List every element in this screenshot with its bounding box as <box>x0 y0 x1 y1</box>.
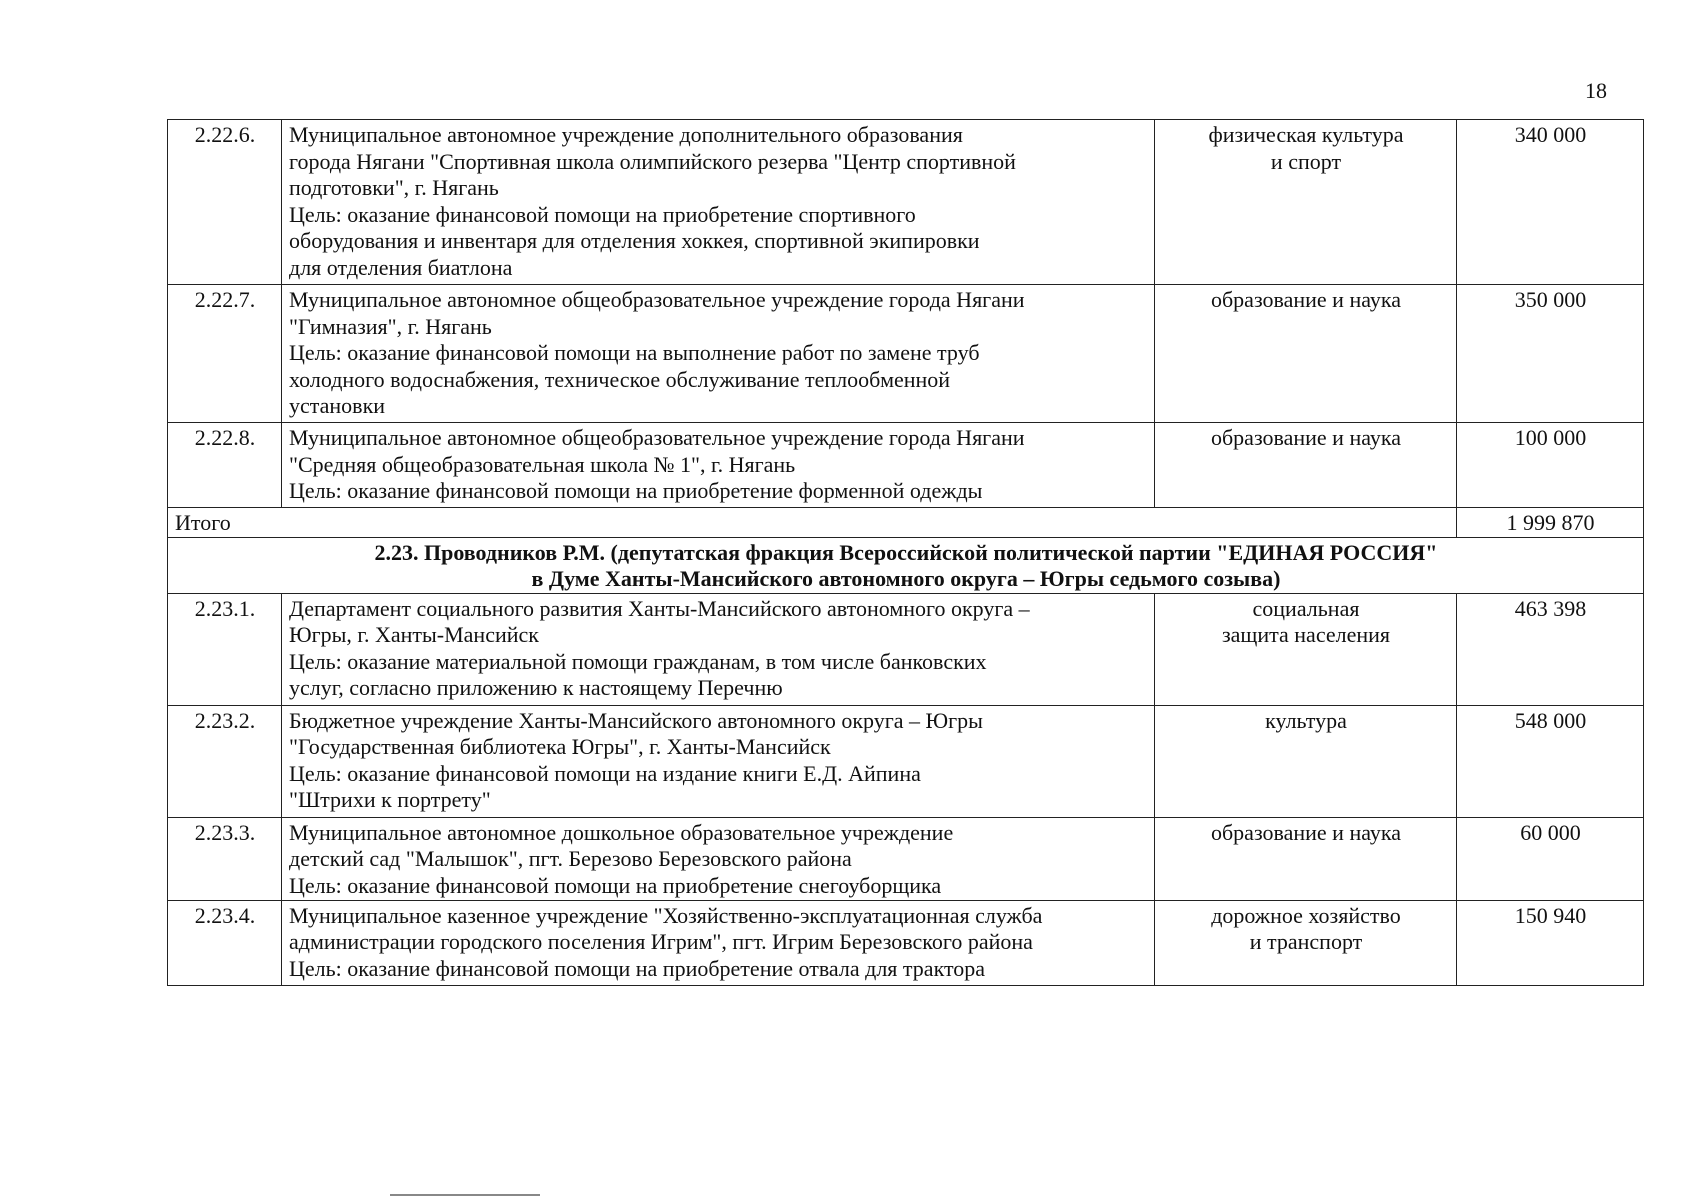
area-line: дорожное хозяйство <box>1211 902 1401 928</box>
area-line: защита населения <box>1221 622 1391 647</box>
row-number: 2.22.8. <box>168 423 282 508</box>
total-label: Итого <box>168 508 1457 538</box>
table-total-section <box>168 508 1644 594</box>
description-line: подготовки", г. Нягань <box>289 175 499 200</box>
page-number: 18 <box>1585 78 1607 103</box>
table-body-section-2-23 <box>168 593 1644 985</box>
row-sum: 548 000 <box>1457 705 1644 817</box>
row-sum: 340 000 <box>1457 120 1644 285</box>
area-line: образование и наука <box>1210 425 1401 450</box>
funding-table <box>167 119 1644 986</box>
row-sum: 60 000 <box>1457 817 1644 900</box>
row-number: 2.23.4. <box>168 900 282 985</box>
description-line: Муниципальное автономное общеобразовательное учреждение города Нягани <box>289 425 1025 450</box>
description-line: холодного водоснабжения, техническое обслуживание теплообменной <box>289 366 951 392</box>
description-line: "Гимназия", г. Нягань <box>289 313 492 339</box>
table-row <box>168 423 1644 508</box>
scan-artifact-line <box>390 1194 540 1196</box>
row-area <box>1155 120 1457 285</box>
row-area <box>1155 705 1457 817</box>
row-description <box>282 120 1155 285</box>
row-sum: 350 000 <box>1457 285 1644 423</box>
description-line: Цель: оказание финансовой помощи на приобретение отвала для трактора <box>289 955 986 981</box>
table-row <box>168 900 1644 985</box>
total-sum: 1 999 870 <box>1457 508 1644 538</box>
description-line: Бюджетное учреждение Ханты-Мансийского автономного округа – Югры <box>289 707 983 733</box>
row-sum: 150 940 <box>1457 900 1644 985</box>
description-line: Муниципальное автономное учреждение дополнительного образования <box>289 122 963 147</box>
description-line: Цель: оказание финансовой помощи на приобретение форменной одежды <box>289 478 983 503</box>
row-sum: 463 398 <box>1457 593 1644 705</box>
table-row <box>168 285 1644 423</box>
area-line: и транспорт <box>1249 929 1363 954</box>
description-line: Цель: оказание финансовой помощи на приобретение снегоуборщика <box>289 872 942 898</box>
row-number: 2.23.1. <box>168 593 282 705</box>
section-header-row <box>168 537 1644 593</box>
description-line: Югры, г. Ханты-Мансийск <box>289 622 539 647</box>
description-line: детский сад "Малышок", пгт. Березово Березовского района <box>289 846 852 871</box>
row-area <box>1155 900 1457 985</box>
description-line: Цель: оказание материальной помощи гражданам, в том числе банковских <box>289 648 987 674</box>
description-line: Муниципальное автономное общеобразовательное учреждение города Нягани <box>289 287 1025 312</box>
section-header <box>168 537 1644 593</box>
area-line: образование и наука <box>1210 819 1401 845</box>
row-description <box>282 705 1155 817</box>
description-line: для отделения биатлона <box>289 254 513 280</box>
table-row <box>168 817 1644 900</box>
row-number: 2.23.3. <box>168 817 282 900</box>
description-line: "Средняя общеобразовательная школа № 1", г. Нягань <box>289 451 796 477</box>
row-description <box>282 423 1155 508</box>
area-line: и спорт <box>1270 148 1342 174</box>
row-number: 2.22.6. <box>168 120 282 285</box>
row-description <box>282 900 1155 985</box>
row-area <box>1155 423 1457 508</box>
description-line: "Государственная библиотека Югры", г. Ханты-Мансийск <box>289 734 831 759</box>
row-area <box>1155 593 1457 705</box>
table-row <box>168 593 1644 705</box>
table-row <box>168 120 1644 285</box>
row-sum: 100 000 <box>1457 423 1644 508</box>
description-line: Цель: оказание финансовой помощи на выполнение работ по замене труб <box>289 340 980 365</box>
description-line: администрации городского поселения Игрим", пгт. Игрим Березовского района <box>289 929 1033 954</box>
description-line: Цель: оказание финансовой помощи на издание книги Е.Д. Айпина <box>289 760 921 786</box>
area-line: физическая культура <box>1208 122 1404 147</box>
table-row <box>168 705 1644 817</box>
section-header-line-1: 2.23. Проводников Р.М. (депутатская фракция Всероссийской политической партии "ЕДИНАЯ РОССИЯ" <box>374 539 1438 565</box>
description-line: Муниципальное казенное учреждение "Хозяйственно-эксплуатационная служба <box>289 902 1043 928</box>
description-line: Департамент социального развития Ханты-Мансийского автономного округа – <box>289 595 1030 621</box>
row-description <box>282 817 1155 900</box>
description-line: Цель: оказание финансовой помощи на приобретение спортивного <box>289 201 916 227</box>
area-line: культура <box>1265 707 1347 733</box>
description-line: установки <box>289 393 386 418</box>
total-row <box>168 508 1644 538</box>
row-area <box>1155 817 1457 900</box>
section-header-line-2: в Думе Ханты-Мансийского автономного округа – Югры седьмого созыва) <box>531 566 1281 591</box>
description-line: "Штрихи к портрету" <box>289 787 491 812</box>
area-line: социальная <box>1252 595 1360 621</box>
row-description <box>282 285 1155 423</box>
description-line: Муниципальное автономное дошкольное образовательное учреждение <box>289 819 954 845</box>
row-number: 2.23.2. <box>168 705 282 817</box>
row-description <box>282 593 1155 705</box>
description-line: услуг, согласно приложению к настоящему Перечню <box>289 675 783 700</box>
description-line: города Нягани "Спортивная школа олимпийского резерва "Центр спортивной <box>289 148 1016 174</box>
row-area <box>1155 285 1457 423</box>
description-line: оборудования и инвентаря для отделения хоккея, спортивной экипировки <box>289 228 980 253</box>
row-number: 2.22.7. <box>168 285 282 423</box>
table-body-section-2-22 <box>168 120 1644 508</box>
area-line: образование и наука <box>1210 287 1401 312</box>
